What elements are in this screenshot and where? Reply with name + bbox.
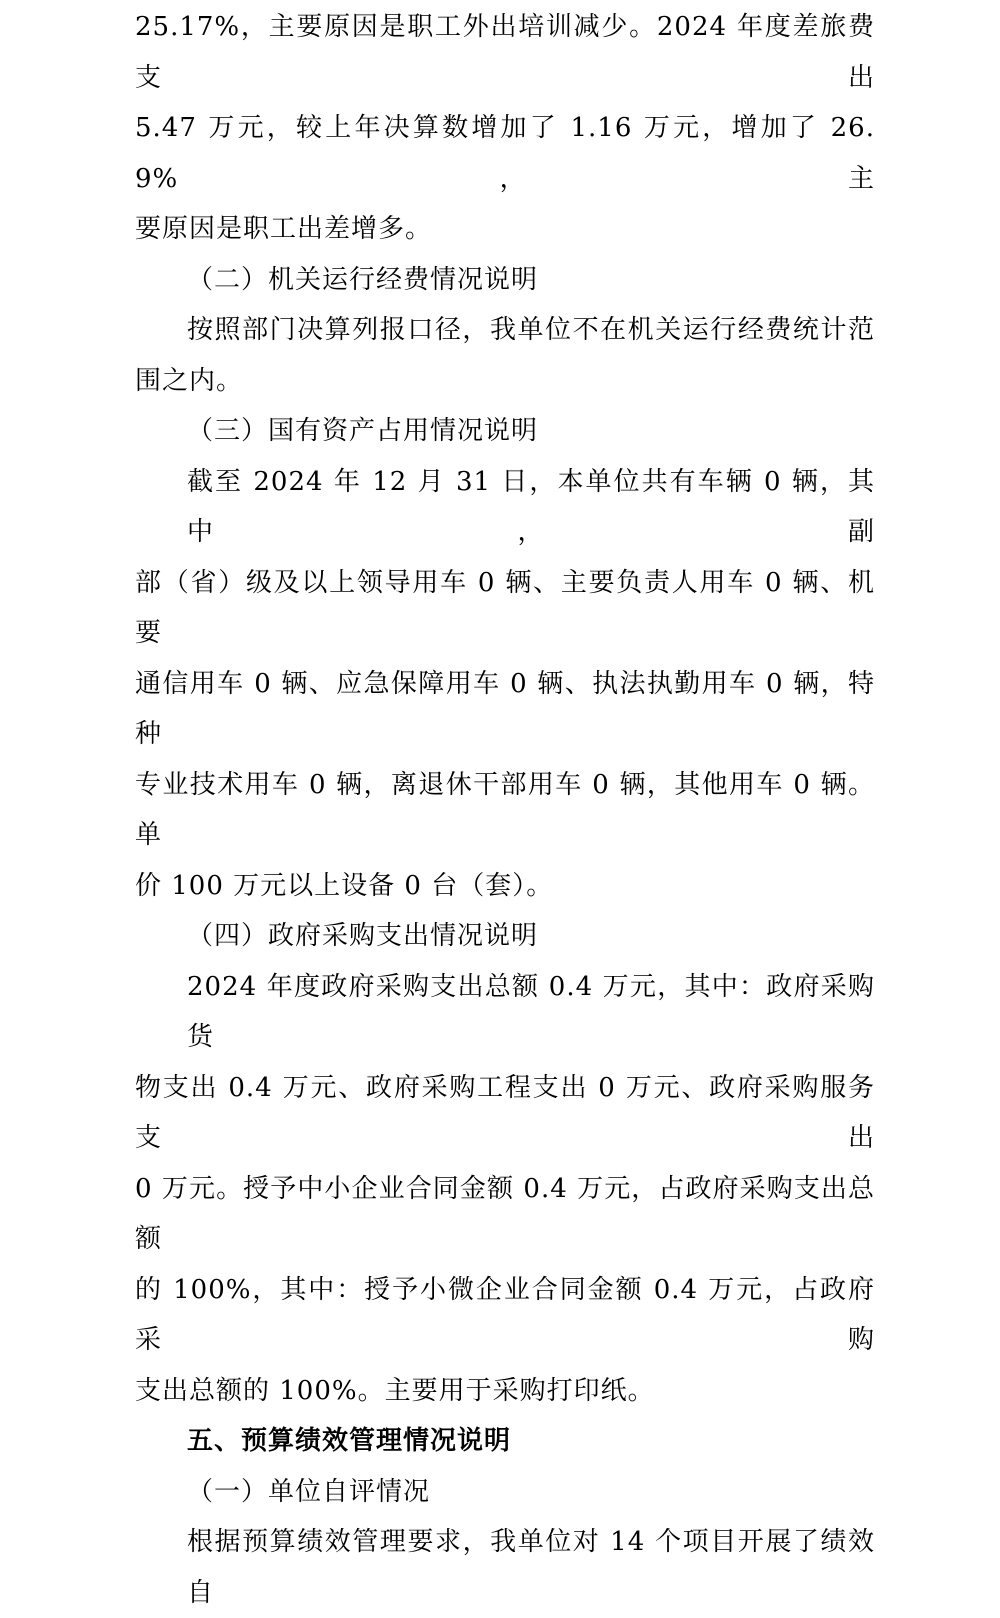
- paragraph-operating-expenses: [135, 305, 875, 406]
- text-line: 按照部门决算列报口径，我单位不在机关运行经费统计范: [187, 315, 875, 345]
- section-heading-self-evaluation: （一）单位自评情况: [187, 1476, 431, 1507]
- section-heading-state-assets: （三）国有资产占用情况说明: [187, 416, 539, 446]
- text-line: 25.17%，主要原因是职工外出培训减少。2024 年度差旅费支出: [135, 12, 875, 93]
- text-line: 根据预算绩效管理要求，我单位对 14 个项目开展了绩效自: [187, 1527, 875, 1608]
- paragraph-travel-expense: [135, 2, 875, 255]
- text-line: 截至 2024 年 12 月 31 日，本单位共有车辆 0 辆，其中，副: [187, 466, 875, 547]
- text-line: 物支出 0.4 万元、政府采购工程支出 0 万元、政府采购服务支出: [135, 1072, 875, 1153]
- paragraph-government-procurement: [135, 962, 875, 1417]
- text-line: 0 万元。授予中小企业合同金额 0.4 万元，占政府采购支出总额: [135, 1173, 875, 1254]
- section-heading-government-procurement: （四）政府采购支出情况说明: [187, 921, 539, 951]
- document-body: [135, 2, 875, 1618]
- paragraph-self-evaluation: [135, 1517, 875, 1618]
- text-line: 部（省）级及以上领导用车 0 辆、主要负责人用车 0 辆、机要: [135, 567, 875, 648]
- text-line: 专业技术用车 0 辆，离退休干部用车 0 辆，其他用车 0 辆。单: [135, 769, 875, 850]
- text-line: 的 100%，其中：授予小微企业合同金额 0.4 万元，占政府采购: [135, 1274, 875, 1355]
- section-heading-performance-management: 五、预算绩效管理情况说明: [187, 1426, 512, 1456]
- text-line: 2024 年度政府采购支出总额 0.4 万元，其中：政府采购货: [187, 971, 875, 1052]
- section-heading-operating-expenses: （二）机关运行经费情况说明: [187, 264, 539, 295]
- text-line: 5.47 万元，较上年决算数增加了 1.16 万元，增加了 26.9%，主: [135, 113, 875, 194]
- paragraph-state-assets: [135, 457, 875, 912]
- text-line: 围之内。: [135, 365, 244, 396]
- text-line: 通信用车 0 辆、应急保障用车 0 辆、执法执勤用车 0 辆，特种: [135, 668, 875, 749]
- text-line: 价 100 万元以上设备 0 台（套）。: [135, 870, 554, 901]
- text-line: 支出总额的 100%。主要用于采购打印纸。: [135, 1375, 655, 1406]
- text-line: 要原因是职工出差增多。: [135, 214, 433, 244]
